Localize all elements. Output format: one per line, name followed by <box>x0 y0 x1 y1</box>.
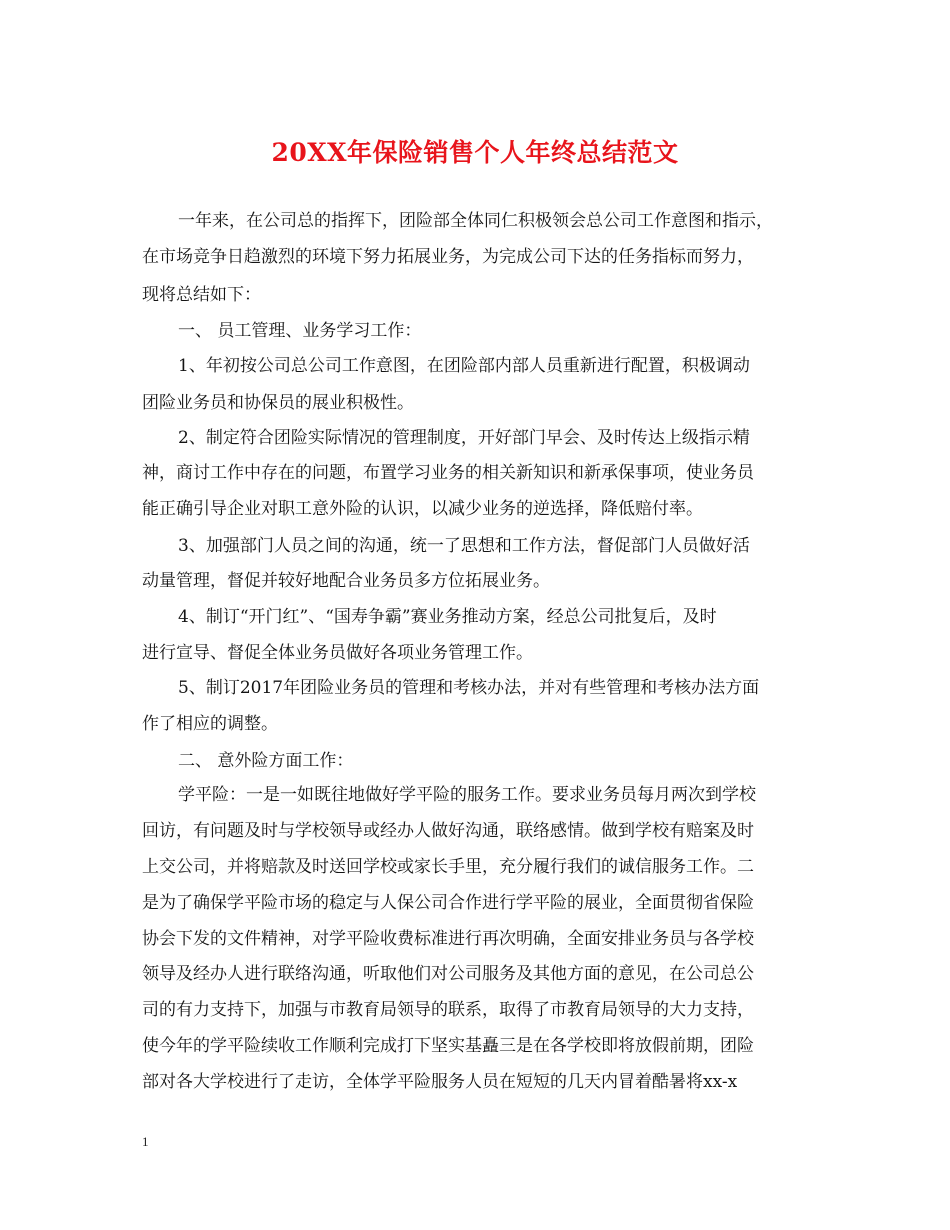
body-line: 3、加强部门人员之间的沟通，统一了思想和工作方法，督促部门人员做好活 <box>178 536 750 556</box>
body-line: 是为了确保学平险市场的稳定与人保公司合作进行学平险的展业，全面贯彻省保险 <box>142 893 754 913</box>
body-line: 2、制定符合团险实际情况的管理制度，开好部门早会、及时传达上级指示精 <box>178 428 750 448</box>
body-line: 上交公司，并将赔款及时送回学校或家长手里，充分履行我们的诚信服务工作。二 <box>142 857 754 877</box>
section-heading: 二、 意外险方面工作： <box>178 751 354 771</box>
body-line: 回访，有问题及时与学校领导或经办人做好沟通，联络感情。做到学校有赔案及时 <box>142 821 754 841</box>
body-line: 4、制订“开门红”、“国寿争霸”赛业务推动方案，经总公司批复后，及时 <box>178 607 717 627</box>
body-line: 进行宣导、督促全体业务员做好各项业务管理工作。 <box>142 643 533 663</box>
body-line: 团险业务员和协保员的展业积极性。 <box>142 393 414 413</box>
body-line: 一年来，在公司总的指挥下，团险部全体同仁积极领会总公司工作意图和指示， <box>178 211 773 231</box>
body-line: 1、年初按公司总公司工作意图，在团险部内部人员重新进行配置，积极调动 <box>178 356 750 376</box>
section-heading: 一、 员工管理、业务学习工作： <box>178 321 422 341</box>
body-line: 动量管理，督促并较好地配合业务员多方位拓展业务。 <box>142 571 550 591</box>
body-line: 能正确引导企业对职工意外险的认识，以减少业务的逆选择，降低赔付率。 <box>142 499 703 519</box>
body-line: 部对各大学校进行了走访，全体学平险服务人员在短短的几天内冒着酷暑将xx-x <box>142 1072 738 1092</box>
document-title: 20XX年保险销售个人年终总结范文 <box>271 138 679 167</box>
body-line: 5、制订2017年团险业务员的管理和考核办法，并对有些管理和考核办法方面 <box>178 678 760 698</box>
body-line: 在市场竞争日趋激烈的环境下努力拓展业务，为完成公司下达的任务指标而努力， <box>142 247 754 267</box>
body-line: 使今年的学平险续收工作顺利完成打下坚实基矗三是在各学校即将放假前期，团险 <box>142 1036 754 1056</box>
page-number: 1 <box>142 1134 149 1149</box>
body-line: 现将总结如下： <box>142 285 261 305</box>
body-line: 作了相应的调整。 <box>142 714 278 734</box>
body-line: 协会下发的文件精神，对学平险收费标准进行再次明确，全面安排业务员与各学校 <box>142 929 754 949</box>
body-line: 神，商讨工作中存在的问题，布置学习业务的相关新知识和新承保事项，使业务员 <box>142 463 754 483</box>
body-line: 学平险：一是一如既往地做好学平险的服务工作。要求业务员每月两次到学校 <box>178 785 756 805</box>
body-line: 领导及经办人进行联络沟通，听取他们对公司服务及其他方面的意见，在公司总公 <box>142 964 754 984</box>
body-line: 司的有力支持下，加强与市教育局领导的联系，取得了市教育局领导的大力支持， <box>142 1000 754 1020</box>
